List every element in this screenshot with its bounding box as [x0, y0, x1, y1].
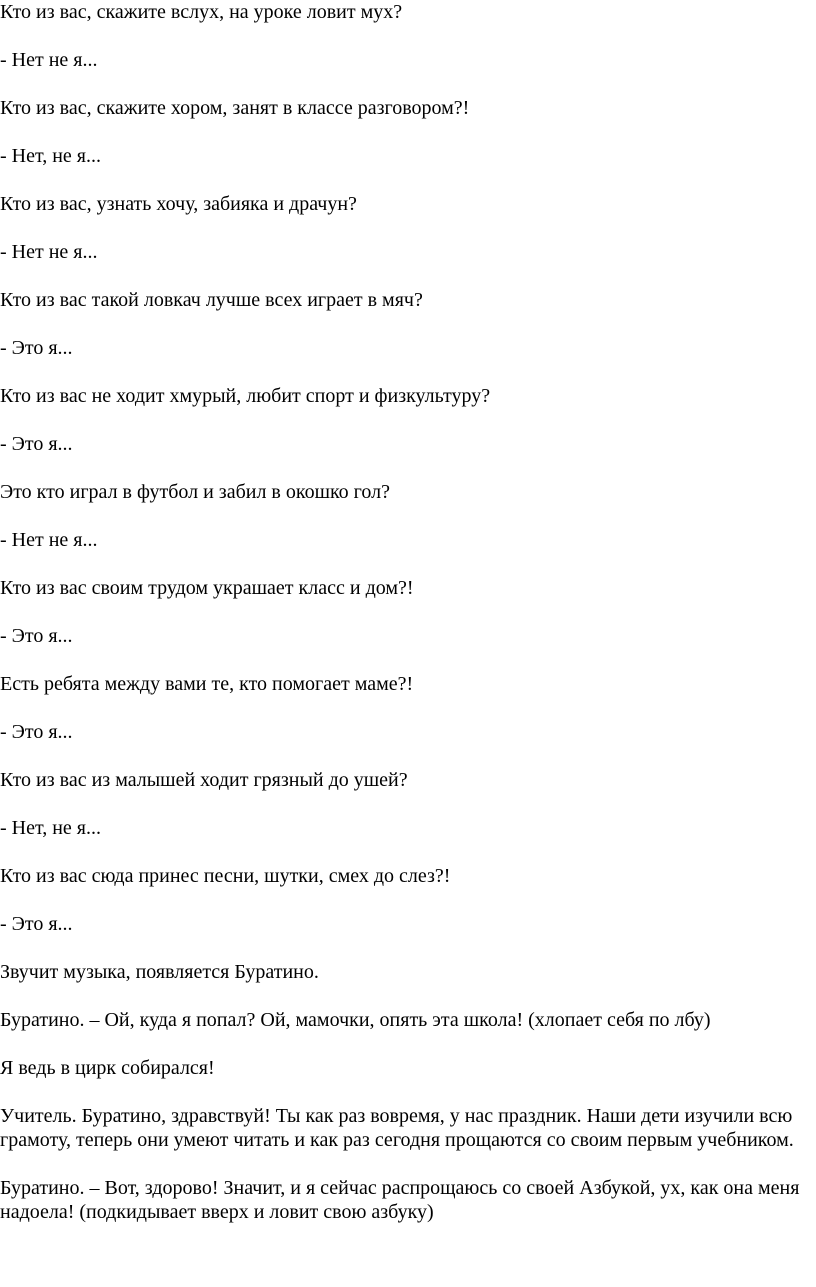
paragraph: - Нет, не я... [0, 145, 101, 167]
paragraph: Кто из вас из малышей ходит грязный до ушей? [0, 769, 408, 791]
paragraph: Есть ребята между вами те, кто помогает маме?! [0, 673, 414, 695]
paragraph: - Это я... [0, 721, 73, 743]
paragraph: - Нет не я... [0, 529, 98, 551]
paragraph: - Это я... [0, 433, 73, 455]
paragraph: Кто из вас такой ловкач лучше всех играет в мяч? [0, 289, 423, 311]
paragraph: Кто из вас, узнать хочу, забияка и драчун? [0, 193, 357, 215]
paragraph: Учитель. Буратино, здравствуй! Ты как раз вовремя, у нас праздник. Наши дети изучили всю грамоту, теперь они умеют читать и как раз сегодня прощаются со своим первым учебником. [0, 1105, 794, 1151]
paragraph: - Это я... [0, 625, 73, 647]
paragraph: Кто из вас не ходит хмурый, любит спорт и физкультуру? [0, 385, 491, 407]
paragraph: - Это я... [0, 337, 73, 359]
paragraph: Кто из вас, скажите вслух, на уроке ловит мух? [0, 1, 403, 23]
paragraph: Я ведь в цирк собирался! [0, 1057, 215, 1079]
paragraph: Кто из вас, скажите хором, занят в классе разговором?! [0, 97, 470, 119]
paragraph: - Это я... [0, 913, 73, 935]
paragraph: - Нет не я... [0, 49, 98, 71]
paragraph: Кто из вас своим трудом украшает класс и дом?! [0, 577, 414, 599]
paragraph: - Нет, не я... [0, 817, 101, 839]
paragraph: Звучит музыка, появляется Буратино. [0, 961, 319, 983]
paragraph: - Нет не я... [0, 241, 98, 263]
paragraph: Буратино. – Ой, куда я попал? Ой, мамочки, опять эта школа! (хлопает себя по лбу) [0, 1009, 711, 1031]
paragraph: Это кто играл в футбол и забил в окошко гол? [0, 481, 390, 503]
paragraph: Буратино. – Вот, здорово! Значит, и я сейчас распрощаюсь со своей Азбукой, ух, как она меня надоела! (подкидывает вверх и ловит свою азбуку) [0, 1177, 800, 1223]
paragraph: Кто из вас сюда принес песни, шутки, смех до слез?! [0, 865, 451, 887]
